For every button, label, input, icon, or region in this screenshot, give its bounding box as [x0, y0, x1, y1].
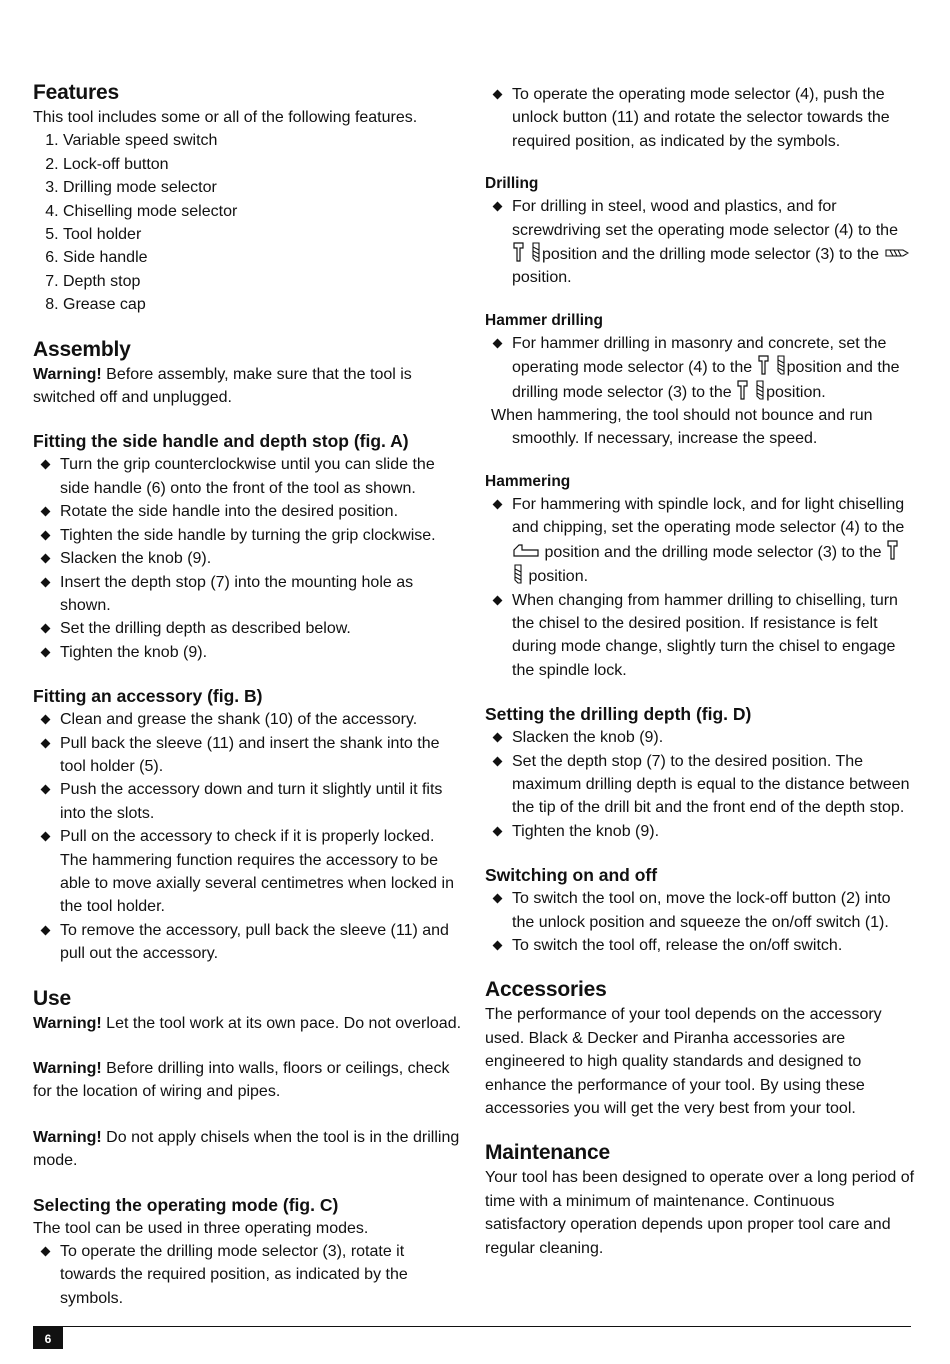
- use-heading: Use: [33, 986, 71, 1010]
- list-item: 7. Depth stop: [63, 270, 463, 293]
- list-item: To switch the tool on, move the lock-off button (2) into the unlock position and squeeze the on/off switch (1).: [485, 887, 915, 934]
- bullet-diamond-icon: [493, 941, 503, 951]
- features-intro: This tool includes some or all of the following features.: [33, 109, 418, 126]
- list-item: To remove the accessory, pull back the sleeve (11) and pull out the accessory.: [33, 919, 463, 966]
- footer-rule: [33, 1326, 911, 1327]
- warning-label: Warning!: [33, 365, 102, 383]
- operating-mode-intro: The tool can be used in three operating modes.: [33, 1219, 369, 1237]
- bullet-diamond-icon: [41, 577, 51, 587]
- list-item: For drilling in steel, wood and plastics, and for screwdriving set the operating mode selector (4) to the position and the drilling mode selector (3) to the position.: [485, 195, 915, 290]
- list-item: 3. Drilling mode selector: [63, 176, 463, 199]
- bullet-diamond-icon: [493, 595, 503, 605]
- bullet-diamond-icon: [493, 90, 503, 100]
- bullet-diamond-icon: [41, 785, 51, 795]
- drill-bit-icon: [885, 247, 909, 259]
- bullet-diamond-icon: [41, 624, 51, 634]
- drill-bit-icon: [513, 564, 523, 584]
- list-item: 5. Tool holder: [63, 223, 463, 246]
- bullet-diamond-icon: [41, 507, 51, 517]
- use-warning-3: Warning! Do not apply chisels when the tool is in the drilling mode.: [33, 1128, 460, 1170]
- bullet-diamond-icon: [41, 715, 51, 725]
- list-item: 6. Side handle: [63, 246, 463, 269]
- list-item: To switch the tool off, release the on/off switch.: [485, 934, 915, 957]
- list-item: Pull back the sleeve (11) and insert the shank into the tool holder (5).: [33, 732, 463, 779]
- list-item: Set the drilling depth as described below.: [33, 617, 463, 640]
- assembly-heading: Assembly: [33, 337, 131, 361]
- assembly-warning: [33, 363, 463, 410]
- bullet-diamond-icon: [493, 826, 503, 836]
- accessories-text: The performance of your tool depends on the accessory used. Black & Decker and Piranha accessories are engineered to high quality standards and designed to enhance the performance of your tool. By using these accessories you will get the very best from your tool.: [485, 1006, 882, 1117]
- right-column: [485, 83, 915, 1260]
- list-item: Tighten the knob (9).: [33, 641, 463, 664]
- bullet-diamond-icon: [493, 499, 503, 509]
- bullet-diamond-icon: [493, 894, 503, 904]
- list-item: Tighten the knob (9).: [485, 820, 915, 843]
- warning-text: Before assembly, make sure that the tool is switched off and unplugged.: [33, 365, 412, 407]
- bullet-diamond-icon: [41, 460, 51, 470]
- list-item: Clean and grease the shank (10) of the accessory.: [33, 708, 463, 731]
- list-item: Slacken the knob (9).: [33, 547, 463, 570]
- list-item: 4. Chiselling mode selector: [63, 200, 463, 223]
- list-item: Insert the depth stop (7) into the mounting hole as shown.: [33, 571, 463, 618]
- list-item: For hammer drilling in masonry and concrete, set the operating mode selector (4) to the position and the drilling mode selector (3) to the position.: [485, 332, 915, 404]
- list-item: To operate the drilling mode selector (3), rotate it towards the required position, as indicated by the symbols.: [33, 1240, 463, 1310]
- bullet-diamond-icon: [41, 832, 51, 842]
- maintenance-heading: Maintenance: [485, 1141, 610, 1165]
- drill-bit-icon: [776, 355, 786, 375]
- list-item: Tighten the side handle by turning the grip clockwise.: [33, 524, 463, 547]
- switching-heading: Switching on and off: [485, 865, 658, 886]
- accessories-heading: Accessories: [485, 978, 607, 1002]
- left-column: [33, 80, 463, 1310]
- chisel-icon: [513, 544, 539, 560]
- hammer-symbol-icon: [887, 540, 903, 560]
- list-item: Turn the grip counterclockwise until you can slide the side handle (6) onto the front of the tool as shown.: [33, 453, 463, 500]
- side-handle-list: [33, 453, 463, 664]
- drill-bit-icon: [755, 380, 765, 400]
- use-warning-1: Warning! Let the tool work at its own pace. Do not overload.: [33, 1014, 462, 1032]
- bullet-diamond-icon: [41, 925, 51, 935]
- drilling-heading: Drilling: [485, 175, 539, 193]
- list-item: 2. Lock-off button: [63, 153, 463, 176]
- drill-mode-icon: [513, 242, 529, 262]
- accessory-heading: Fitting an accessory (fig. B): [33, 686, 263, 707]
- hammer-symbol-icon: [737, 380, 753, 400]
- side-handle-heading: Fitting the side handle and depth stop (fig. A): [33, 431, 409, 452]
- bullet-diamond-icon: [41, 530, 51, 540]
- features-list: [33, 129, 463, 316]
- hammer-drilling-note-2: smoothly. If necessary, increase the speed.: [512, 430, 818, 448]
- page-number: 6: [33, 1327, 63, 1349]
- accessory-list: [33, 708, 463, 848]
- list-item: To operate the operating mode selector (4), push the unlock button (11) and rotate the selector towards the required position, as indicated by the symbols.: [485, 83, 915, 153]
- hammering-heading: Hammering: [485, 472, 571, 490]
- list-item: Push the accessory down and turn it slightly until it fits into the slots.: [33, 778, 463, 825]
- list-item: For hammering with spindle lock, and for light chiselling and chipping, set the operating mode selector (4) to the position and the drilling mode selector (3) to the position.: [485, 493, 915, 589]
- bullet-diamond-icon: [41, 554, 51, 564]
- list-item: Rotate the side handle into the desired position.: [33, 500, 463, 523]
- bullet-diamond-icon: [41, 1247, 51, 1257]
- bullet-diamond-icon: [41, 738, 51, 748]
- list-item: Slacken the knob (9).: [485, 726, 915, 749]
- operating-mode-heading: Selecting the operating mode (fig. C): [33, 1194, 339, 1215]
- hammer-drilling-note-1: When hammering, the tool should not bounce and run: [491, 407, 873, 425]
- list-item: Pull on the accessory to check if it is properly locked.: [33, 825, 463, 848]
- maintenance-text: Your tool has been designed to operate over a long period of time with a minimum of maintenance. Continuous satisfactory operation depends upon proper tool care and regular cleaning.: [485, 1169, 915, 1257]
- list-item: 8. Grease cap: [63, 293, 463, 316]
- bullet-diamond-icon: [493, 202, 503, 212]
- bullet-diamond-icon: [493, 733, 503, 743]
- bullet-diamond-icon: [493, 756, 503, 766]
- features-heading: Features: [33, 81, 119, 104]
- bullet-diamond-icon: [41, 647, 51, 657]
- accessory-note: The hammering function requires the accessory to be able to move axially several centimetres when locked in the tool holder.: [60, 851, 454, 916]
- drill-bit-icon: [531, 242, 541, 262]
- use-warning-2: Warning! Before drilling into walls, floors or ceilings, check for the location of wiring and pipes.: [33, 1060, 450, 1101]
- hammer-symbol-icon: [758, 355, 774, 375]
- list-item: 1. Variable speed switch: [63, 129, 463, 152]
- list-item: When changing from hammer drilling to chiselling, turn the chisel to the desired position. If resistance is felt during mode change, slightly turn the chisel to engage the spindle lock.: [485, 589, 915, 683]
- hammer-drilling-heading: Hammer drilling: [485, 311, 603, 329]
- bullet-diamond-icon: [493, 338, 503, 348]
- list-item: Set the depth stop (7) to the desired position. The maximum drilling depth is equal to the distance between the tip of the drill bit and the front end of the depth stop.: [485, 750, 915, 820]
- depth-heading: Setting the drilling depth (fig. D): [485, 704, 752, 725]
